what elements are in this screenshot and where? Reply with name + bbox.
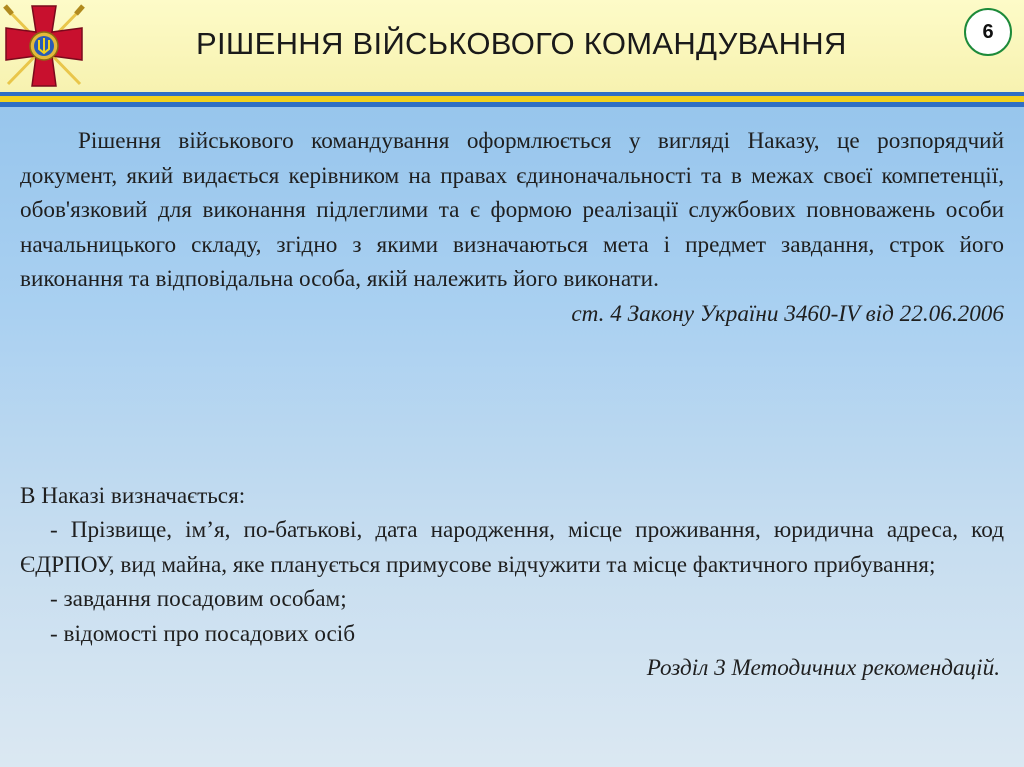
slide-header (0, 0, 1024, 92)
header-stripe-blue-bottom (0, 102, 1024, 107)
page-number-badge: 6 (964, 8, 1012, 56)
list-item: - відомості про посадових осіб (50, 620, 356, 647)
list-item: - Прізвище, ім’я, по-батькові, дата народження, місце проживання, юридична адреса, код ЄДРПОУ, вид майна, яке планується примусове відчужити та місце фактичного прибування; (20, 517, 1004, 578)
military-cross-emblem-icon (2, 2, 86, 90)
list-item: - завдання посадовим особам; (50, 586, 347, 613)
order-contents-section (20, 479, 1004, 685)
guidelines-citation: Розділ 3 Методичних рекомендацій. (646, 655, 1000, 682)
order-contents-intro: В Наказі визначається: (20, 483, 246, 509)
definition-paragraph: Рішення військового командування оформлюється у вигляді Наказу, це розпорядчий документ, який видається керівником на правах єдиноначальності та в межах своєї компетенції, обов'язковий для виконання підлеглими та є формою реалізації службових повноважень особи начальницького складу, згідно з якими визначаються мета і предмет завдання, строк його виконання та відповідальна особа, якій належить його виконати. (20, 128, 1004, 293)
definition-section (20, 124, 1004, 332)
law-citation: ст. 4 Закону України 3460-IV від 22.06.2006 (571, 300, 1004, 327)
slide-title: РІШЕННЯ ВІЙСЬКОВОГО КОМАНДУВАННЯ (196, 26, 847, 61)
